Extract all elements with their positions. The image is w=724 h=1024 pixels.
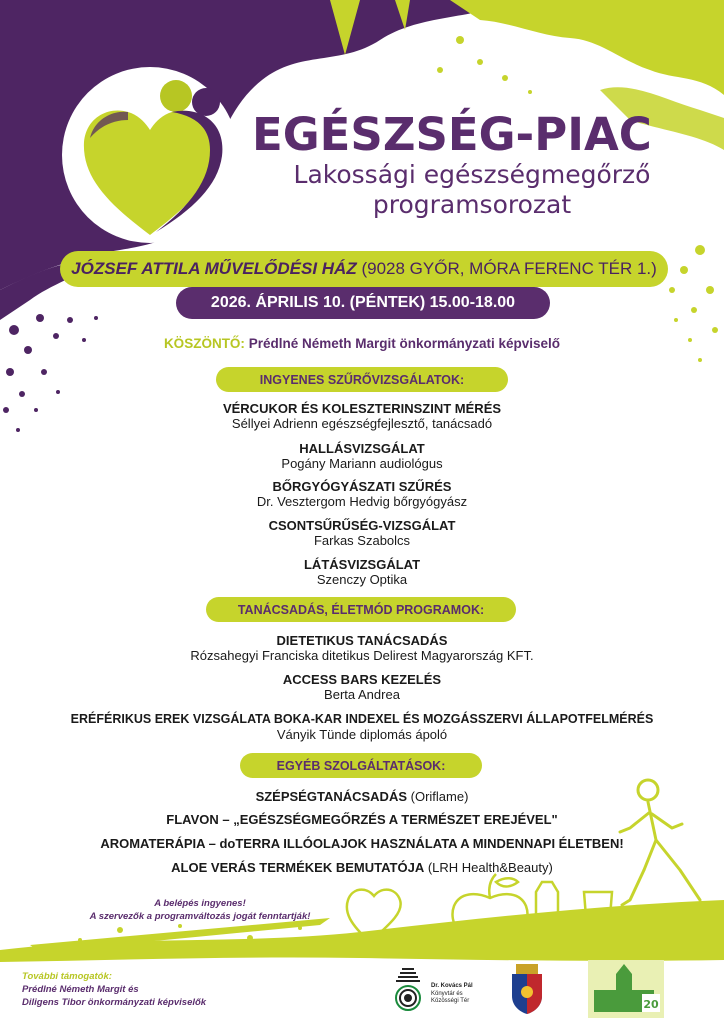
service-extra: (LRH Health&Beauty) bbox=[427, 860, 553, 875]
service-title: FLAVON – „EGÉSZSÉGMEGŐRZÉS A TERMÉSZET EREJÉVEL" bbox=[166, 812, 558, 827]
service-extra: (Oriflame) bbox=[410, 789, 469, 804]
item-title: LÁTÁSVIZSGÁLAT bbox=[303, 557, 421, 572]
welcome-speaker: Prédlné Németh Margit önkormányzati képviselő bbox=[248, 336, 561, 351]
item-provider: Berta Andrea bbox=[324, 687, 400, 702]
item-provider: Dr. Vesztergom Hedvig bőrgyógyász bbox=[256, 494, 468, 509]
list-item bbox=[0, 441, 724, 471]
apple-heart-illustration bbox=[340, 862, 630, 952]
venue-name: JÓZSEF ATTILA MŰVELŐDÉSI HÁZ bbox=[71, 259, 357, 278]
subtitle-line-1: Lakossági egészségmegőrző bbox=[293, 160, 651, 189]
venue-address: (9028 GYŐR, MÓRA FERENC TÉR 1.) bbox=[361, 259, 657, 278]
item-title: VÉRCUKOR ÉS KOLESZTERINSZINT MÉRÉS bbox=[222, 401, 502, 416]
program-change-note: A szervezők a programváltozás jogát fenntartják! bbox=[89, 911, 311, 922]
service-title: AROMATERÁPIA – doTERRA ILLÓOLAJOK HASZNÁLATA A MINDENNAPI ÉLETBEN! bbox=[100, 836, 624, 851]
list-item bbox=[0, 518, 724, 548]
venue-banner bbox=[60, 251, 668, 287]
list-item bbox=[0, 672, 724, 702]
item-title: HALLÁSVIZSGÁLAT bbox=[299, 441, 425, 456]
supporters-block bbox=[22, 970, 302, 1009]
item-provider: Farkas Szabolcs bbox=[313, 533, 411, 548]
supporters-line-1: Prédlné Németh Margit és bbox=[22, 984, 139, 995]
item-provider: Rózsahegyi Franciska ditetikus Delirest Magyarország KFT. bbox=[190, 648, 534, 663]
entry-free-note: A belépés ingyenes! bbox=[154, 898, 246, 909]
library-line-3: Közösségi Tér bbox=[431, 998, 470, 1004]
heart-people-logo bbox=[50, 60, 250, 250]
item-provider: Ványik Tünde diplomás ápoló bbox=[276, 727, 448, 742]
section-title-screenings: INGYENES SZŰRŐVIZSGÁLATOK: bbox=[216, 367, 508, 392]
item-provider: Szenczy Optika bbox=[316, 572, 408, 587]
item-title: CSONTSŰRŰSÉG-VIZSGÁLAT bbox=[268, 518, 456, 533]
library-line-2: Könyvtár és bbox=[431, 990, 463, 997]
section-title-counseling: TANÁCSADÁS, ÉLETMÓD PROGRAMOK: bbox=[206, 597, 516, 622]
item-title: DIETETIKUS TANÁCSADÁS bbox=[276, 633, 448, 648]
item-title: ACCESS BARS KEZELÉS bbox=[282, 672, 442, 687]
item-title: BŐRGYÓGYÁSZATI SZŰRÉS bbox=[272, 479, 452, 494]
item-provider: Pogány Mariann audiológus bbox=[281, 456, 443, 471]
list-item bbox=[0, 401, 724, 431]
library-line-1: Dr. Kovács Pál bbox=[431, 983, 473, 989]
date-banner: 2026. ÁPRILIS 10. (PÉNTEK) 15.00-18.00 bbox=[176, 287, 550, 319]
item-title: ERÉFÉRIKUS EREK VIZSGÁLATA BOKA-KAR INDEXEL ÉS MOZGÁSSZERVI ÁLLAPOTFELMÉRÉS bbox=[70, 712, 654, 726]
service-title: SZÉPSÉGTANÁCSADÁS bbox=[255, 789, 408, 804]
welcome-line bbox=[0, 336, 724, 351]
library-name bbox=[431, 983, 511, 1006]
anniversary-badge-icon bbox=[588, 960, 664, 1018]
city-coat-of-arms-icon bbox=[510, 964, 544, 1014]
list-item bbox=[0, 633, 724, 663]
badge-number: 20 bbox=[643, 998, 659, 1011]
library-logo-icon bbox=[388, 968, 428, 1012]
supporters-line-2: Diligens Tibor önkormányzati képviselők bbox=[22, 997, 207, 1008]
list-item bbox=[0, 712, 724, 742]
event-title: EGÉSZSÉG-PIAC bbox=[252, 108, 652, 161]
walking-person-illustration bbox=[600, 770, 724, 930]
service-title: ALOE VERÁS TERMÉKEK BEMUTATÓJA bbox=[171, 860, 425, 875]
section-title-other-services: EGYÉB SZOLGÁLTATÁSOK: bbox=[240, 753, 482, 778]
list-item bbox=[0, 479, 724, 509]
welcome-label: KÖSZÖNTŐ: bbox=[163, 336, 245, 351]
event-subtitle bbox=[252, 160, 692, 220]
item-provider: Séllyei Adrienn egészségfejlesztő, tanácsadó bbox=[231, 416, 493, 431]
subtitle-line-2: programsorozat bbox=[372, 190, 572, 219]
supporters-label: További támogatók: bbox=[22, 971, 112, 982]
list-item bbox=[0, 557, 724, 587]
